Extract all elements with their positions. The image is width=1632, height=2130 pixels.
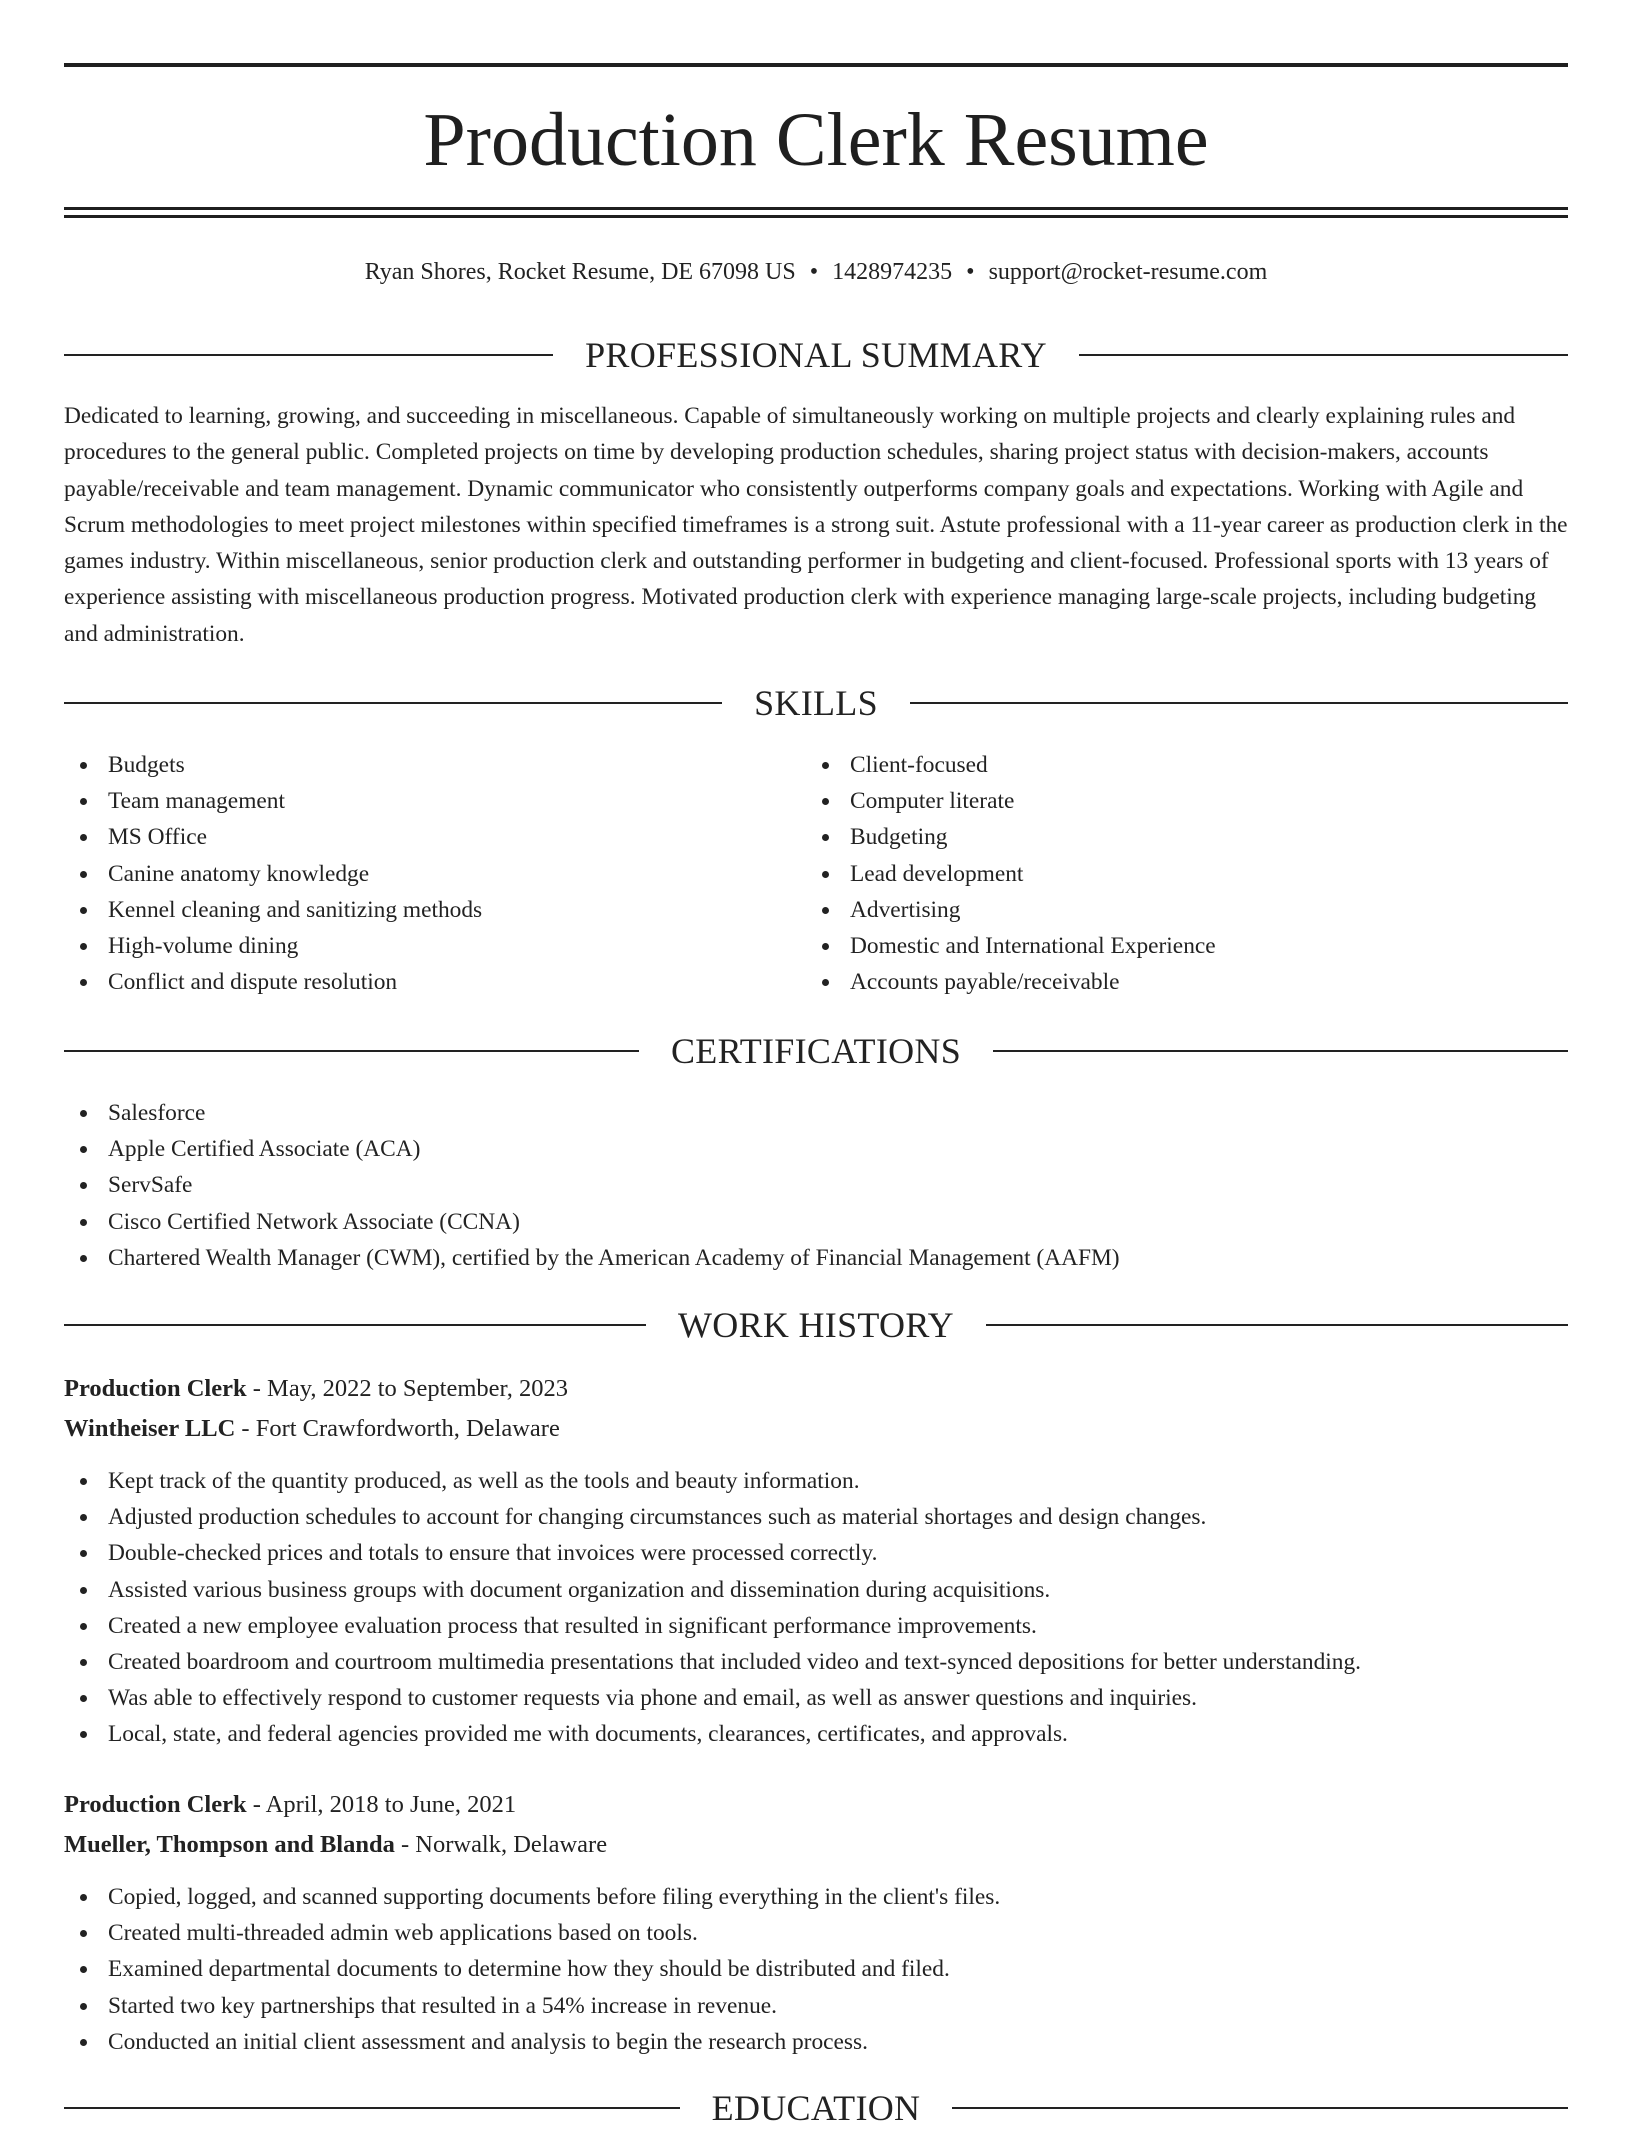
contact-separator: • xyxy=(809,259,819,285)
skill-item: High-volume dining xyxy=(64,928,482,964)
job-bullets xyxy=(64,1463,1361,1753)
certification-item: ServSafe xyxy=(64,1167,1120,1203)
certification-item: Salesforce xyxy=(64,1095,1120,1131)
skills-section-heading xyxy=(64,681,1568,725)
section-title: WORK HISTORY xyxy=(678,1305,954,1345)
summary-section-heading xyxy=(64,333,1568,377)
job-bullet: Local, state, and federal agencies provided me with documents, clearances, certificates, and approvals. xyxy=(64,1716,1361,1752)
certification-item: Apple Certified Associate (ACA) xyxy=(64,1131,1120,1167)
section-title: CERTIFICATIONS xyxy=(670,1031,962,1071)
job-bullet: Created a new employee evaluation process that resulted in significant performance improvements. xyxy=(64,1608,1361,1644)
job-title-line xyxy=(64,1785,516,1825)
skill-item: Client-focused xyxy=(806,747,1216,783)
divider-line xyxy=(952,2107,1568,2109)
job-title: Production Clerk xyxy=(64,1791,247,1818)
divider-line xyxy=(1079,354,1568,356)
skill-item: Advertising xyxy=(806,892,1216,928)
job-title-line xyxy=(64,1369,568,1409)
divider-line xyxy=(910,702,1568,704)
skill-item: Kennel cleaning and sanitizing methods xyxy=(64,892,482,928)
page-title: Production Clerk Resume xyxy=(423,98,1209,182)
skill-item: Team management xyxy=(64,783,482,819)
skill-item: Canine anatomy knowledge xyxy=(64,856,482,892)
certification-item: Chartered Wealth Manager (CWM), certified by the American Academy of Financial Management (AAFM) xyxy=(64,1240,1120,1276)
job-company-line xyxy=(64,1409,560,1449)
contact-line xyxy=(64,254,1568,290)
contact-separator: • xyxy=(966,259,975,285)
divider-line xyxy=(64,2107,680,2109)
job-company: Wintheiser LLC xyxy=(64,1415,236,1442)
job-bullet: Examined departmental documents to determine how they should be distributed and filed. xyxy=(64,1951,1000,1987)
certification-item: Cisco Certified Network Associate (CCNA) xyxy=(64,1204,1120,1240)
title-double-rule xyxy=(64,207,1568,218)
divider-line xyxy=(64,1050,639,1052)
skill-item: Conflict and dispute resolution xyxy=(64,964,482,1000)
divider-line xyxy=(993,1050,1568,1052)
job-bullet: Created boardroom and courtroom multimedia presentations that included video and text-synced depositions for better understanding. xyxy=(64,1644,1361,1680)
job-dates: - May, 2022 to September, 2023 xyxy=(246,1375,568,1402)
job-title: Production Clerk xyxy=(64,1375,247,1402)
divider-line xyxy=(64,1324,646,1326)
job-bullet: Copied, logged, and scanned supporting documents before filing everything in the client's files. xyxy=(64,1879,1000,1915)
skill-item: Accounts payable/receivable xyxy=(806,964,1216,1000)
summary-text: Dedicated to learning, growing, and succeeding in miscellaneous. Capable of simultaneously working on multiple projects and clearly explaining rules and procedures to the general public. Completed projects on time by developing production schedules, sharing project status with decision-makers, accounts payable/receivable and team management. Dynamic communicator who consistently outperforms company goals and expectations. Working with Agile and Scrum methodologies to meet project milestones within specified timeframes is a strong suit. Astute professional with a 11-year career as production clerk in the games industry. Within miscellaneous, senior production clerk and outstanding performer in budgeting and client-focused. Professional sports with 13 years of experience assisting with miscellaneous production progress. Motivated production clerk with experience managing large-scale projects, including budgeting and administration. xyxy=(64,403,1568,647)
job-bullet: Created multi-threaded admin web applications based on tools. xyxy=(64,1915,1000,1951)
skill-item: MS Office xyxy=(64,819,482,855)
section-title: EDUCATION xyxy=(711,2088,921,2128)
job-bullet: Assisted various business groups with document organization and dissemination during acquisitions. xyxy=(64,1572,1361,1608)
job-company: Mueller, Thompson and Blanda xyxy=(64,1831,395,1858)
education-section-heading xyxy=(64,2086,1568,2130)
skill-item: Lead development xyxy=(806,856,1216,892)
job-bullets xyxy=(64,1879,1000,2060)
certifications-list xyxy=(64,1095,1120,1276)
contact-email: support@rocket-resume.com xyxy=(988,259,1268,285)
section-title: PROFESSIONAL SUMMARY xyxy=(585,335,1047,375)
job-bullet: Was able to effectively respond to customer requests via phone and email, as well as answer questions and inquiries. xyxy=(64,1680,1361,1716)
skill-item: Budgets xyxy=(64,747,482,783)
divider-line xyxy=(64,702,722,704)
skill-item: Domestic and International Experience xyxy=(806,928,1216,964)
skills-column-left xyxy=(64,747,482,1000)
job-dates: - April, 2018 to June, 2021 xyxy=(246,1791,517,1818)
top-rule xyxy=(64,63,1568,67)
job-location: - Norwalk, Delaware xyxy=(394,1831,608,1858)
skill-item: Budgeting xyxy=(806,819,1216,855)
job-bullet: Conducted an initial client assessment and analysis to begin the research process. xyxy=(64,2024,1000,2060)
section-title: SKILLS xyxy=(754,683,878,723)
divider-line xyxy=(986,1324,1568,1326)
job-location: - Fort Crawfordworth, Delaware xyxy=(235,1415,560,1442)
contact-address: Ryan Shores, Rocket Resume, DE 67098 US xyxy=(364,259,796,285)
contact-phone: 1428974235 xyxy=(832,259,953,285)
job-bullet: Kept track of the quantity produced, as well as the tools and beauty information. xyxy=(64,1463,1361,1499)
job-bullet: Adjusted production schedules to account for changing circumstances such as material shortages and design changes. xyxy=(64,1499,1361,1535)
job-bullet: Started two key partnerships that resulted in a 54% increase in revenue. xyxy=(64,1988,1000,2024)
skills-column-right xyxy=(806,747,1216,1000)
work-section-heading xyxy=(64,1303,1568,1347)
job-company-line xyxy=(64,1825,607,1865)
certifications-section-heading xyxy=(64,1029,1568,1073)
divider-line xyxy=(64,354,553,356)
skill-item: Computer literate xyxy=(806,783,1216,819)
job-bullet: Double-checked prices and totals to ensure that invoices were processed correctly. xyxy=(64,1535,1361,1571)
